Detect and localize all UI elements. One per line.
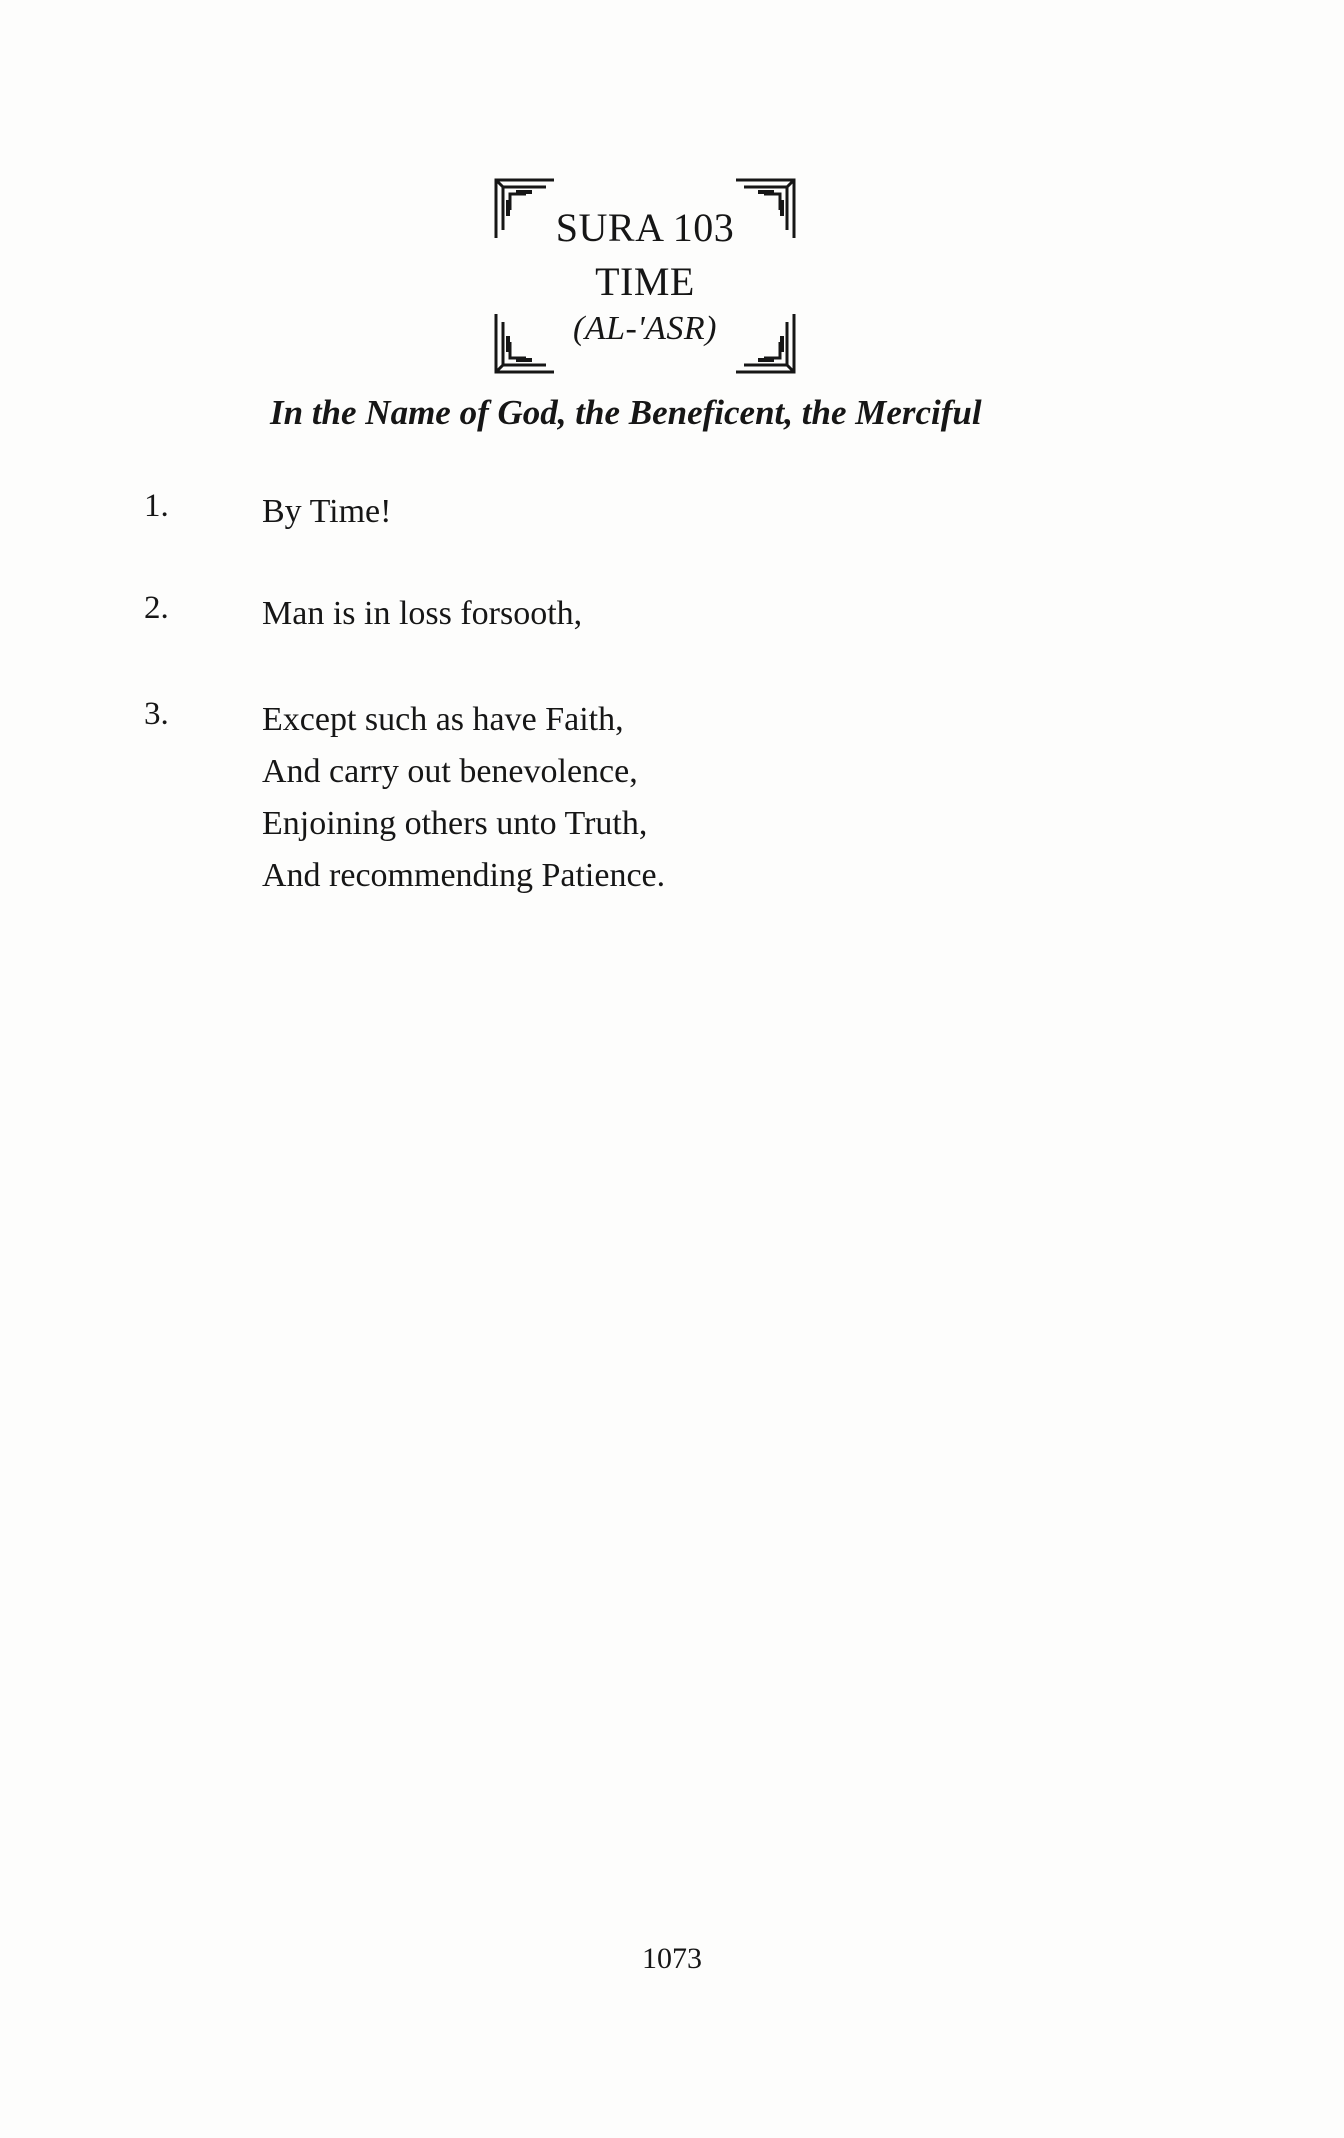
verse-text [262, 588, 582, 640]
verse-line: By Time! [262, 493, 392, 530]
invocation-line: In the Name of God, the Beneficent, the Merciful [270, 393, 982, 432]
verse-text [262, 694, 665, 902]
sura-arabic-name: (AL-'ASR) [573, 310, 717, 347]
page-number: 1073 [642, 1942, 702, 1975]
verse-line: Enjoining others unto Truth, [262, 805, 648, 842]
sura-number-heading: SURA 103 [555, 205, 735, 250]
verse-number: 1. [144, 488, 169, 524]
verse-number: 2. [144, 590, 169, 626]
verse-line: And carry out benevolence, [262, 753, 638, 790]
sura-heading-frame [492, 176, 798, 376]
verse-text [262, 486, 391, 538]
verse-line: Man is in loss forsooth, [262, 595, 583, 632]
verse-number: 3. [144, 696, 169, 732]
verse-line: Except such as have Faith, [262, 701, 624, 738]
verse-line: And recommending Patience. [262, 857, 666, 894]
sura-title-heading: TIME [595, 259, 695, 304]
